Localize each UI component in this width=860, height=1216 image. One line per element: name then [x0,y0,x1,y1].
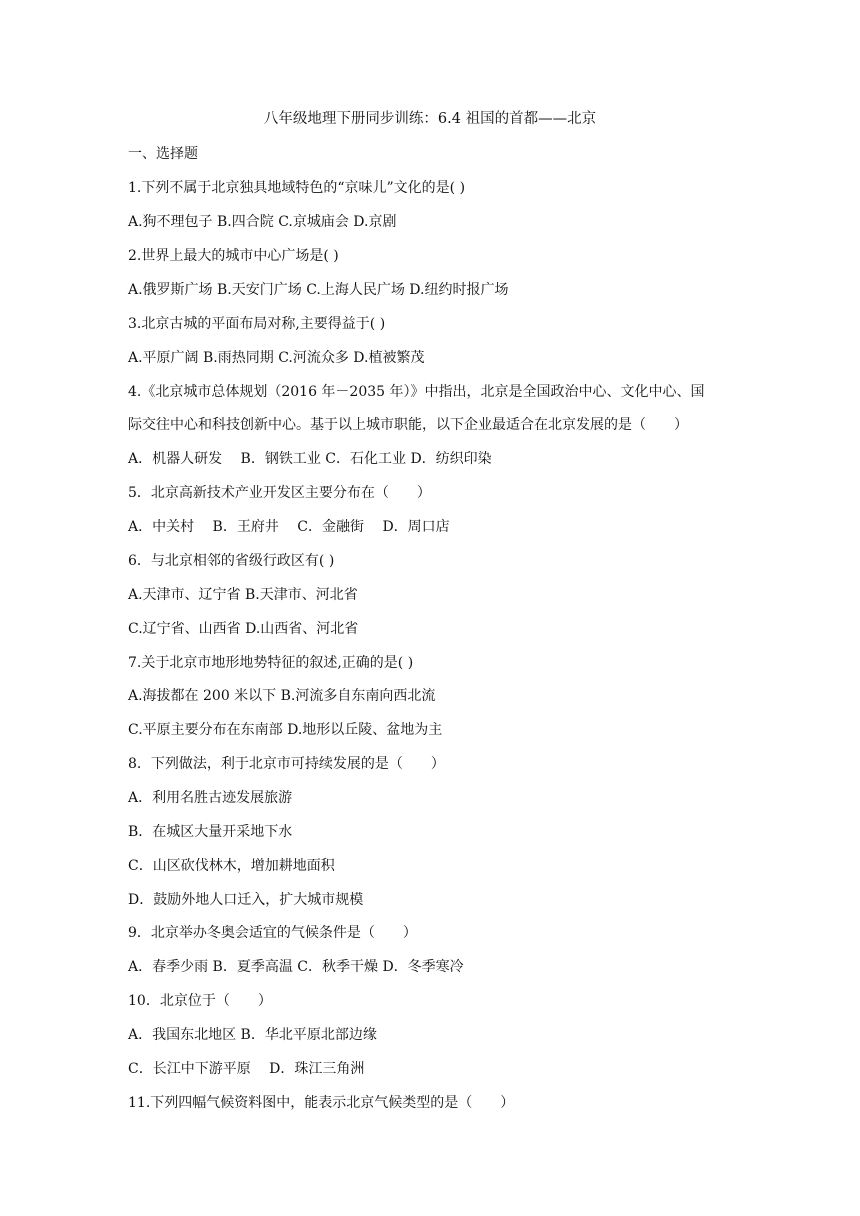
question-text: 1.下列不属于北京独具地域特色的“京味儿”文化的是( ) [128,180,466,196]
question-text: 5．北京高新技术产业开发区主要分布在（ ） [128,485,431,501]
answer-options: C.平原主要分布在东南部 D.地形以丘陵、盆地为主 [128,722,443,738]
question-text: 6．与北京相邻的省级行政区有( ) [128,553,335,569]
question-text-continued: 际交往中心和科技创新中心。基于以上城市职能，以下企业最适合在北京发展的是（ ） [128,417,688,433]
question-text: 8．下列做法，利于北京市可持续发展的是（ ） [128,756,445,772]
answer-option: A．利用名胜古迹发展旅游 [128,790,293,806]
answer-options: A.海拔都在 200 米以下 B.河流多自东南向西北流 [128,688,436,704]
question-text: 2.世界上最大的城市中心广场是( ) [128,248,339,264]
question-text: 7.关于北京市地形地势特征的叙述,正确的是( ) [128,655,414,671]
question-text: 9．北京举办冬奥会适宜的气候条件是（ ） [128,925,417,941]
document-title: 八年级地理下册同步训练：6.4 祖国的首都——北京 [263,111,597,127]
answer-option: B．在城区大量开采地下水 [128,824,293,840]
question-text: 10．北京位于（ ） [128,993,272,1009]
answer-options: A．中关村 B．王府井 C．金融街 D．周口店 [128,519,450,535]
question-text: 4.《北京城市总体规划（2016 年－2035 年）》中指出，北京是全国政治中心、文化中心、国 [128,384,705,400]
question-text: 11.下列四幅气候资料图中，能表示北京气候类型的是（ ） [128,1095,515,1111]
answer-options: A．机器人研发 B．钢铁工业 C．石化工业 D．纺织印染 [128,451,492,467]
answer-options: C．长江中下游平原 D．珠江三角洲 [128,1061,365,1077]
answer-option: C．山区砍伐林木，增加耕地面积 [128,858,335,874]
answer-options: A.平原广阔 B.雨热同期 C.河流众多 D.植被繁茂 [128,350,425,366]
answer-options: A．我国东北地区 B．华北平原北部边缘 [128,1027,377,1043]
section-heading: 一、选择题 [128,146,198,162]
answer-options: C.辽宁省、山西省 D.山西省、河北省 [128,621,359,637]
answer-options: A.俄罗斯广场 B.天安门广场 C.上海人民广场 D.纽约时报广场 [128,282,509,298]
answer-options: A．春季少雨 B．夏季高温 C．秋季干燥 D．冬季寒冷 [128,959,464,975]
question-text: 3.北京古城的平面布局对称,主要得益于( ) [128,316,386,332]
answer-options: A.狗不理包子 B.四合院 C.京城庙会 D.京剧 [128,214,397,230]
answer-option: D．鼓励外地人口迁入，扩大城市规模 [128,892,364,908]
answer-options: A.天津市、辽宁省 B.天津市、河北省 [128,587,358,603]
